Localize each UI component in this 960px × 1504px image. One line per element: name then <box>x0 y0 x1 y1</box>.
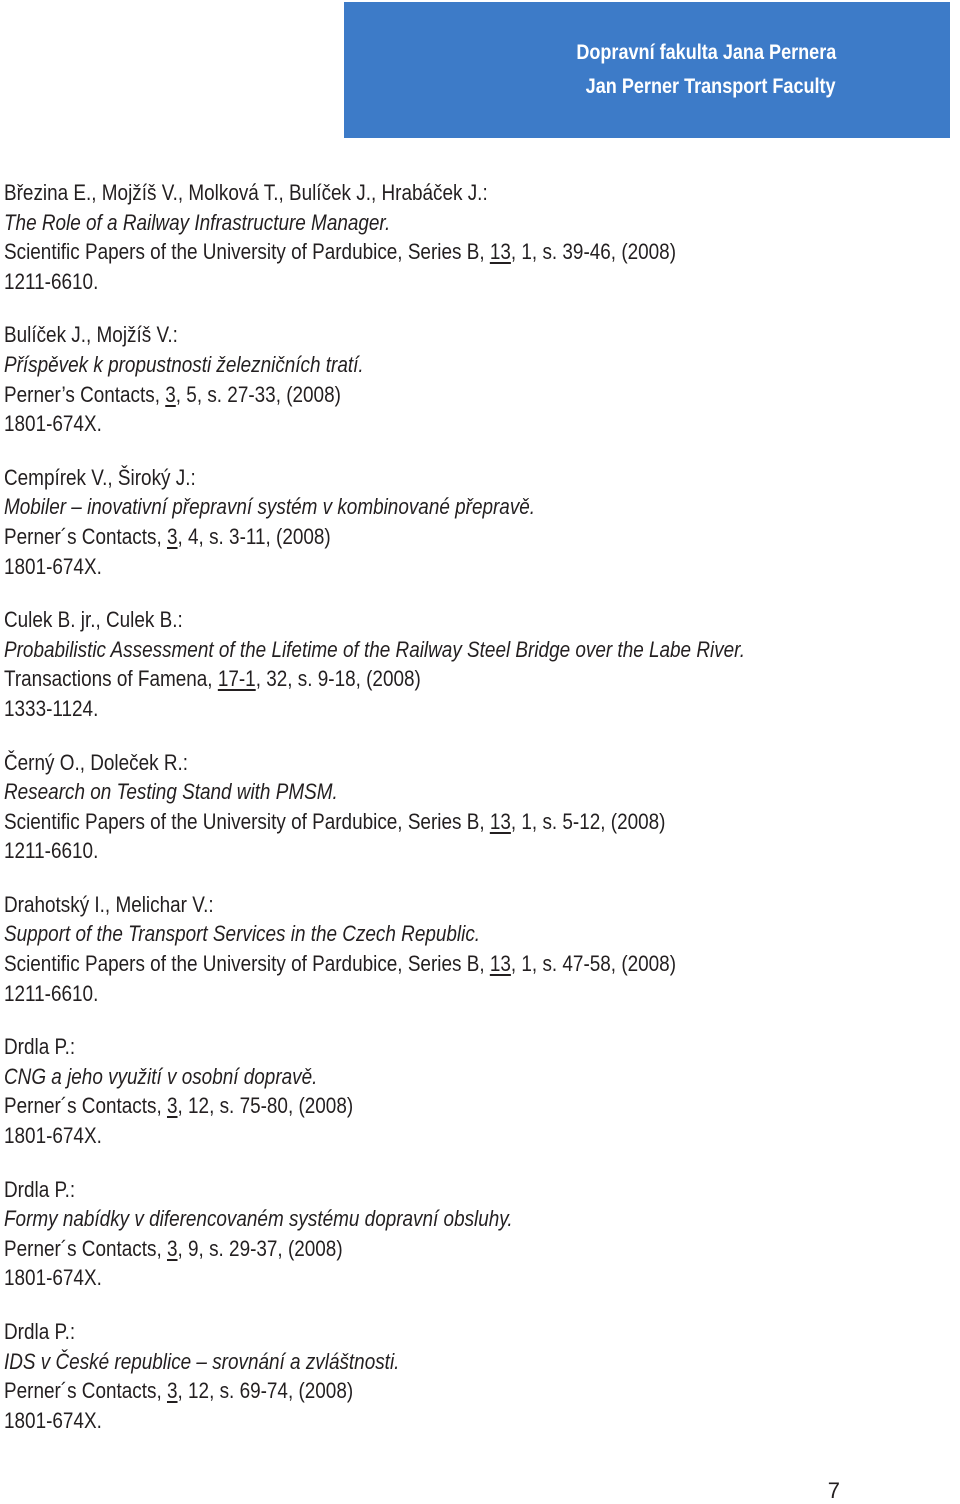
source-details: , 1, s. 5-12, (2008) <box>510 808 666 834</box>
source-details: , 1, s. 39-46, (2008) <box>510 239 677 265</box>
reference-issn: 1801-674X. <box>4 1123 102 1149</box>
source-publication: Perner´s Contacts, <box>4 523 167 549</box>
reference-entry <box>4 320 904 438</box>
reference-source <box>4 522 778 552</box>
reference-source <box>4 949 778 979</box>
source-details: , 1, s. 47-58, (2008) <box>510 951 677 977</box>
reference-title: Support of the Transport Services in the Czech Republic. <box>4 921 481 947</box>
source-volume: 17-1 <box>217 666 256 692</box>
source-publication: Perner’s Contacts, <box>4 381 166 407</box>
source-volume: 13 <box>489 239 511 265</box>
reference-issn: 1801-674X. <box>4 1265 102 1291</box>
faculty-name-english: Jan Perner Transport Faculty <box>586 75 836 98</box>
source-volume: 3 <box>165 381 176 407</box>
reference-source <box>4 380 778 410</box>
reference-authors: Březina E., Mojžíš V., Molková T., Bulíček J., Hrabáček J.: <box>4 180 488 205</box>
reference-authors: Drdla P.: <box>4 1034 76 1060</box>
reference-source <box>4 807 778 837</box>
source-volume: 13 <box>489 951 511 977</box>
reference-entry <box>4 1175 904 1293</box>
source-publication: Perner´s Contacts, <box>4 1235 167 1261</box>
reference-issn: 1211-6610. <box>4 838 99 864</box>
reference-list <box>4 178 904 1459</box>
reference-entry <box>4 178 904 296</box>
source-details: , 12, s. 69-74, (2008) <box>177 1378 354 1404</box>
reference-title: Research on Testing Stand with PMSM. <box>4 779 338 805</box>
reference-source <box>4 237 778 267</box>
reference-authors: Drdla P.: <box>4 1319 76 1344</box>
reference-title: Formy nabídky v diferencovaném systému dopravní obsluhy. <box>4 1206 513 1232</box>
source-volume: 3 <box>166 523 178 549</box>
source-publication: Perner´s Contacts, <box>4 1378 167 1404</box>
source-details: , 4, s. 3-11, (2008) <box>177 523 331 549</box>
reference-source <box>4 1376 778 1406</box>
reference-entry <box>4 605 904 723</box>
faculty-name-czech: Dopravní fakulta Jana Pernera <box>576 41 836 64</box>
source-publication: Scientific Papers of the University of Pardubice, Series B, <box>4 239 490 265</box>
source-details: , 5, s. 27-33, (2008) <box>175 381 341 407</box>
reference-authors: Černý O., Doleček R.: <box>4 749 188 775</box>
reference-title: IDS v České republice – srovnání a zvláštnosti. <box>4 1348 400 1374</box>
source-publication: Perner´s Contacts, <box>4 1093 167 1119</box>
source-volume: 3 <box>166 1378 178 1404</box>
reference-issn: 1211-6610. <box>4 980 99 1006</box>
source-details: , 32, s. 9-18, (2008) <box>255 666 421 692</box>
reference-authors: Drahotský I., Melichar V.: <box>4 891 214 917</box>
source-volume: 13 <box>489 808 511 834</box>
reference-entry <box>4 1032 904 1150</box>
reference-title: CNG a jeho využití v osobní dopravě. <box>4 1063 318 1089</box>
reference-entry <box>4 1317 904 1435</box>
reference-authors: Drdla P.: <box>4 1176 76 1202</box>
reference-title: Příspěvek k propustnosti železničních tratí. <box>4 351 364 377</box>
reference-authors: Bulíček J., Mojžíš V.: <box>4 322 178 348</box>
reference-issn: 1211-6610. <box>4 268 99 294</box>
reference-issn: 1333-1124. <box>4 695 99 721</box>
reference-authors: Culek B. jr., Culek B.: <box>4 607 183 633</box>
source-details: , 9, s. 29-37, (2008) <box>177 1235 343 1261</box>
reference-source <box>4 664 778 694</box>
reference-title: Probabilistic Assessment of the Lifetime of the Railway Steel Bridge over the Labe River. <box>4 636 746 662</box>
reference-source <box>4 1091 778 1121</box>
page-number: 7 <box>827 1478 840 1503</box>
reference-authors: Cempírek V., Široký J.: <box>4 464 196 490</box>
reference-issn: 1801-674X. <box>4 553 102 579</box>
reference-entry <box>4 748 904 866</box>
source-publication: Transactions of Famena, <box>4 666 218 692</box>
reference-issn: 1801-674X. <box>4 1407 102 1433</box>
reference-entry <box>4 890 904 1008</box>
reference-source <box>4 1234 778 1264</box>
source-details: , 12, s. 75-80, (2008) <box>177 1093 354 1119</box>
source-publication: Scientific Papers of the University of Pardubice, Series B, <box>4 808 490 834</box>
source-publication: Scientific Papers of the University of Pardubice, Series B, <box>4 951 490 977</box>
reference-issn: 1801-674X. <box>4 411 102 437</box>
faculty-header-box <box>344 2 950 138</box>
source-volume: 3 <box>166 1235 178 1261</box>
reference-title: The Role of a Railway Infrastructure Manager. <box>4 209 391 235</box>
reference-entry <box>4 463 904 581</box>
source-volume: 3 <box>166 1093 178 1119</box>
reference-title: Mobiler – inovativní přepravní systém v kombinované přepravě. <box>4 494 536 520</box>
